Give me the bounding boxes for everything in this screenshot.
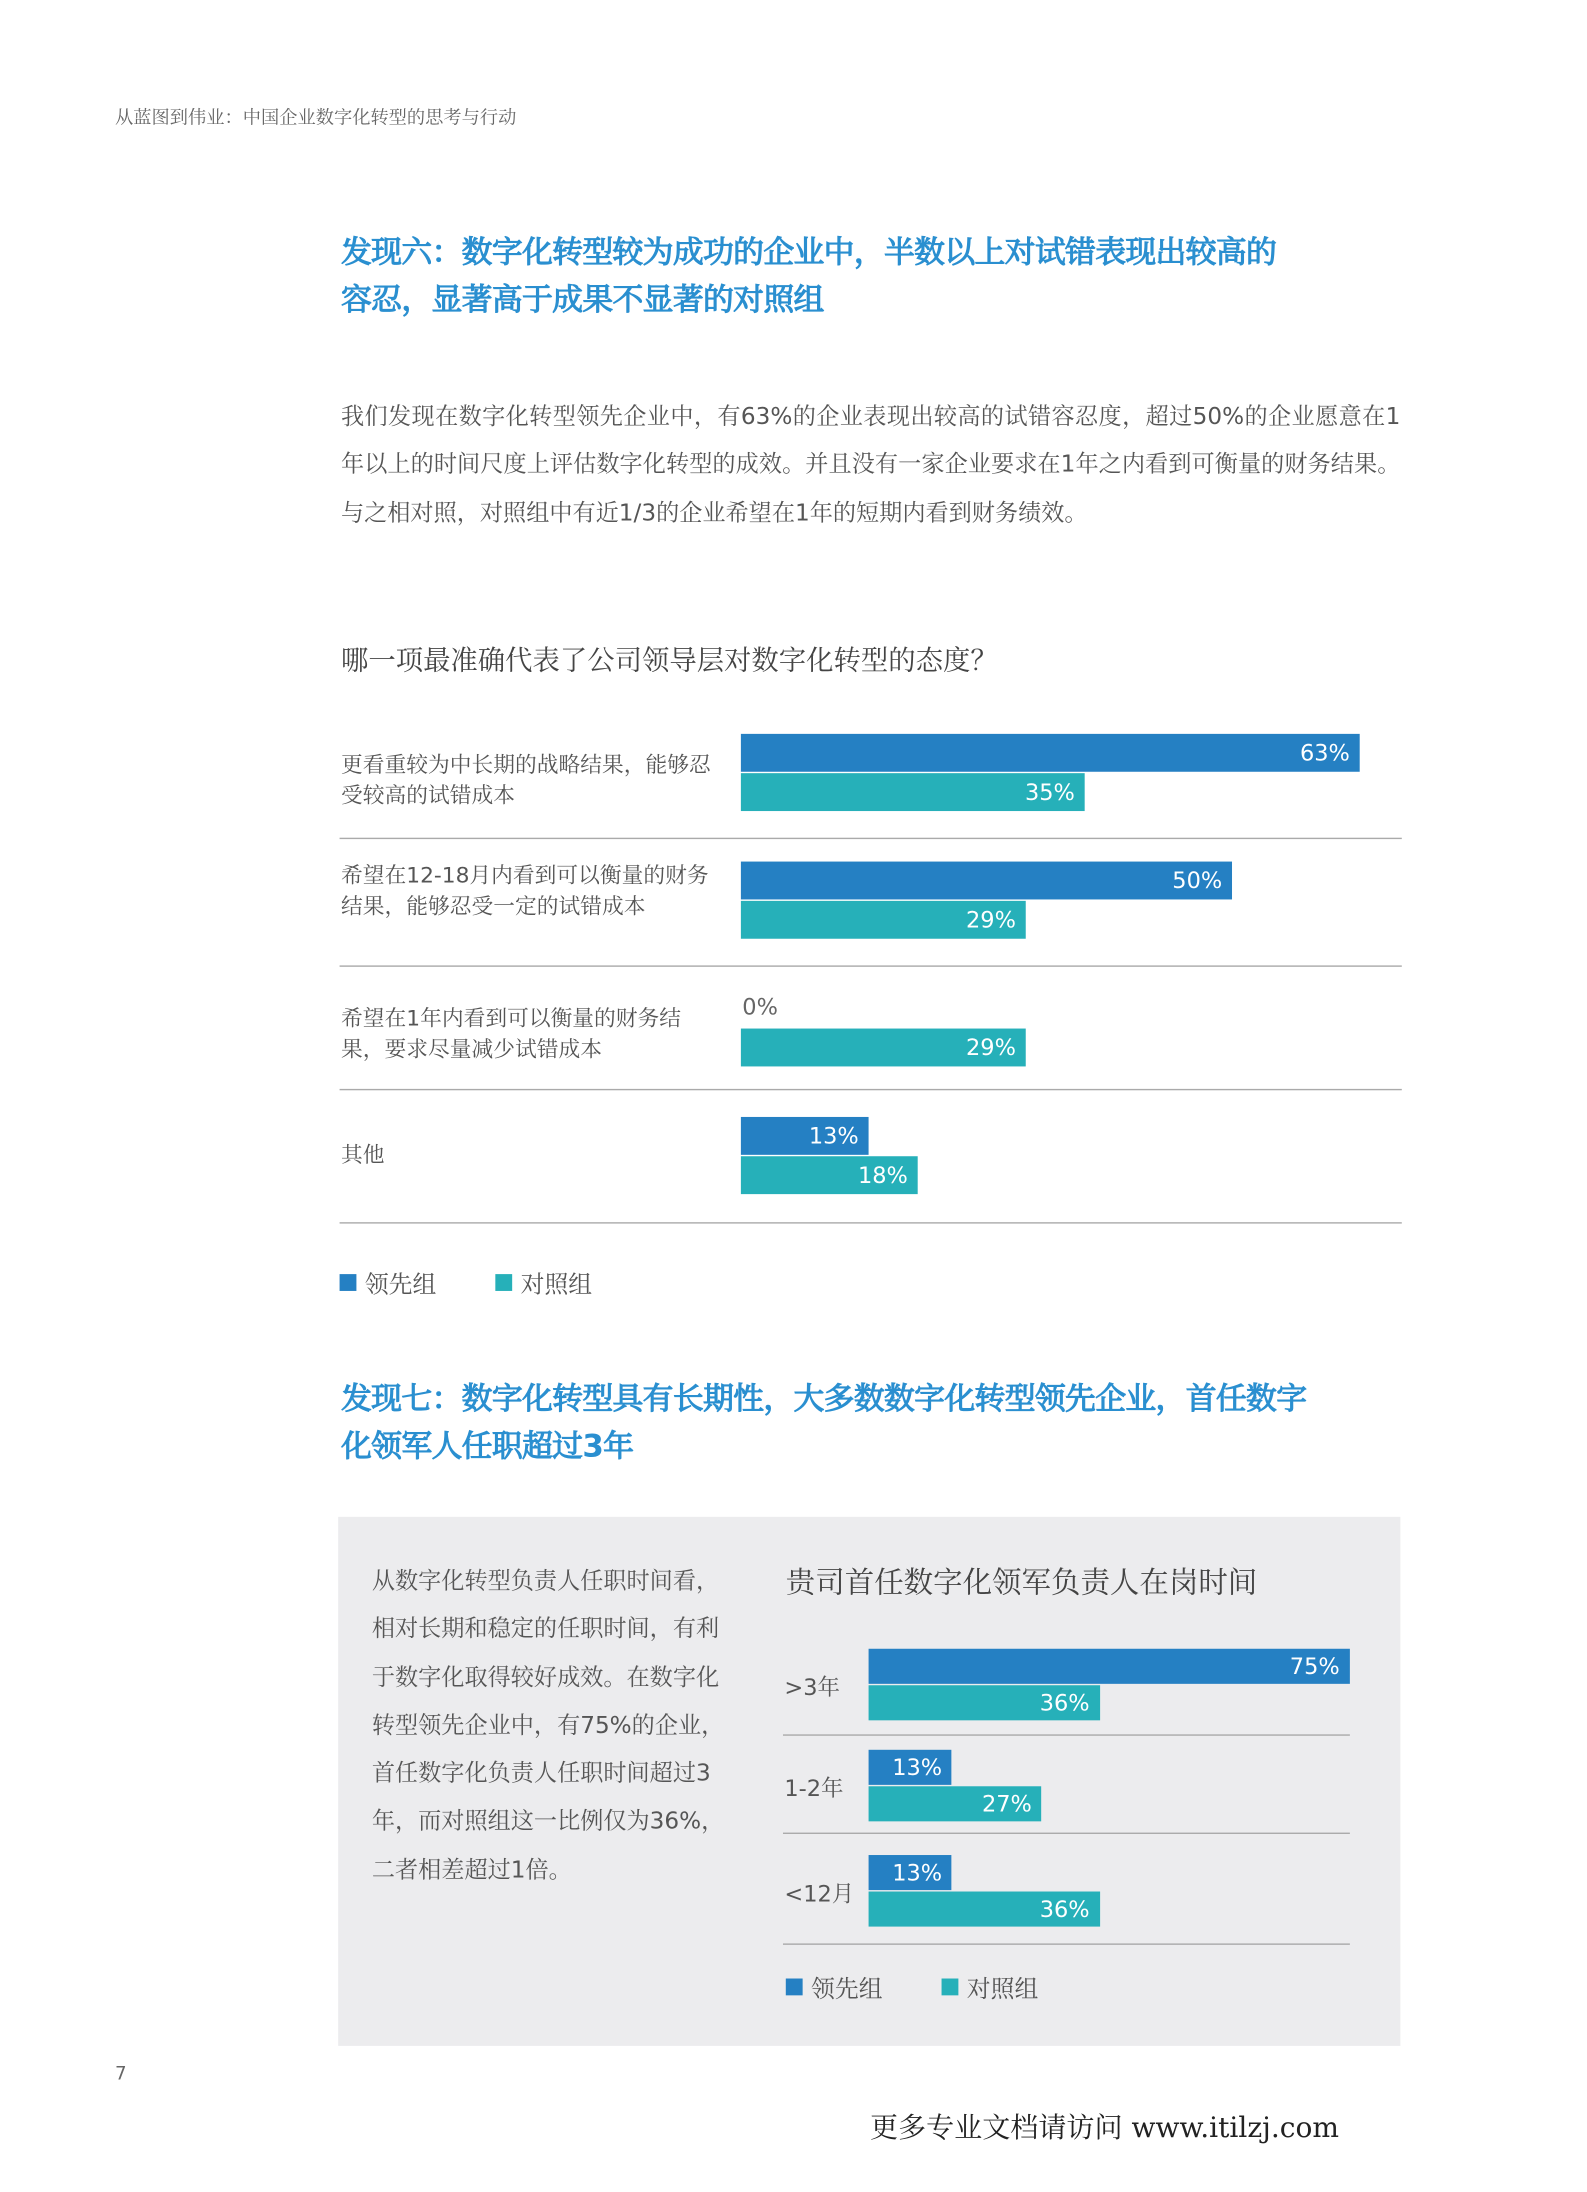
legend-control-swatch xyxy=(942,1978,959,1995)
category-label: 1-2年 xyxy=(784,1775,844,1802)
row-separator xyxy=(340,1222,1402,1223)
row-separator xyxy=(783,1943,1350,1944)
row-separator xyxy=(783,1734,1350,1735)
bar-control: 27% xyxy=(869,1786,1042,1821)
finding7-title-line2: 化领军人任职超过3年 xyxy=(340,1429,634,1465)
bar-lead-zero-label: 0% xyxy=(742,993,778,1021)
finding6-title xyxy=(341,230,1421,325)
bar-control: 29% xyxy=(741,1029,1026,1067)
bar-control: 35% xyxy=(741,773,1085,811)
chart1-title: 哪一项最准确代表了公司领导层对数字化转型的态度？ xyxy=(340,644,998,677)
bar-lead: 50% xyxy=(741,862,1232,900)
bar-lead: 75% xyxy=(869,1649,1350,1684)
legend-control-swatch xyxy=(495,1273,512,1290)
finding7-title xyxy=(341,1377,1421,1472)
bar-lead: 13% xyxy=(869,1750,952,1785)
row-separator xyxy=(340,1089,1402,1090)
category-label: 希望在1年内看到可以衡量的财务结果，要求尽量减少试错成本 xyxy=(340,1006,682,1062)
row-separator xyxy=(340,838,1402,839)
finding7-title-line1: 发现七：数字化转型具有长期性，大多数数字化转型领先企业，首任数字 xyxy=(340,1382,1307,1418)
row-separator xyxy=(783,1833,1350,1834)
bar-lead: 13% xyxy=(741,1117,869,1155)
bar-control: 18% xyxy=(741,1156,918,1194)
category-label: 其他 xyxy=(340,1142,385,1168)
finding6-title-line1: 发现六：数字化转型较为成功的企业中，半数以上对试错表现出较高的 xyxy=(340,235,1277,271)
legend-control-label: 对照组 xyxy=(966,1975,1039,2004)
category-label: 更看重较为中长期的战略结果，能够忍受较高的试错成本 xyxy=(340,752,711,808)
row-separator xyxy=(340,965,1402,966)
chart2-legend xyxy=(786,1969,1039,2004)
chart1-legend xyxy=(340,1264,593,1299)
bar-control: 36% xyxy=(869,1892,1100,1927)
finding7-box-text: 从数字化转型负责人任职时间看，相对长期和稳定的任职时间，有利于数字化取得较好成效。在数字化转型领先企业中，有75%的企业，首任数字化负责人任职时间超过3年，而对照组这一比例仅为36%，二者相差超过1倍。 xyxy=(371,1567,725,1883)
category-label: >3年 xyxy=(784,1674,840,1701)
legend-lead-swatch xyxy=(340,1273,357,1290)
bar-lead: 63% xyxy=(741,734,1360,772)
bar-control: 29% xyxy=(741,901,1026,939)
running-header: 从蓝图到伟业：中国企业数字化转型的思考与行动 xyxy=(115,108,517,130)
bar-control: 36% xyxy=(869,1685,1100,1720)
legend-lead-label: 领先组 xyxy=(811,1975,883,2004)
chart2-title: 贵司首任数字化领军负责人在岗时间 xyxy=(785,1565,1258,1600)
legend-lead-label: 领先组 xyxy=(364,1271,437,1300)
bar-lead: 13% xyxy=(869,1855,952,1890)
category-label: <12月 xyxy=(784,1880,855,1907)
category-label: 希望在12-18月内看到可以衡量的财务结果，能够忍受一定的试错成本 xyxy=(340,862,709,919)
finding6-title-line2: 容忍，显著高于成果不显著的对照组 xyxy=(340,283,824,319)
legend-control-label: 对照组 xyxy=(520,1271,593,1300)
finding6-body: 我们发现在数字化转型领先企业中，有63%的企业表现出较高的试错容忍度，超过50%的企业愿意在1年以上的时间尺度上评估数字化转型的成效。并且没有一家企业要求在1年之内看到可衡量的财务结果。与之相对照，对照组中有近1/3的企业希望在1年的短期内看到财务绩效。 xyxy=(340,402,1401,526)
page-number: 7 xyxy=(115,2064,127,2086)
footer-link-text: 更多专业文档请访问 www.itilzj.com xyxy=(869,2110,1339,2145)
legend-lead-swatch xyxy=(786,1978,803,1995)
